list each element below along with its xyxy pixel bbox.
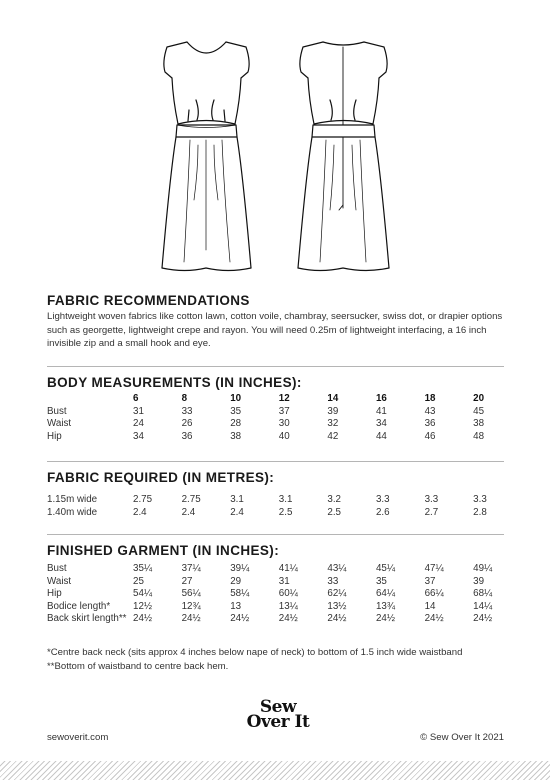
website-link[interactable]: sewoverit.com bbox=[47, 732, 109, 743]
table-cell: 3.3 bbox=[473, 494, 487, 505]
table-cell: 2.4 bbox=[133, 506, 147, 518]
table-row bbox=[47, 588, 522, 601]
logo-line-1: Sew bbox=[259, 697, 297, 717]
size-header-spacer bbox=[47, 393, 133, 406]
table-cell: 39¼ bbox=[230, 563, 250, 574]
size-label: 20 bbox=[473, 393, 485, 404]
table-cell: 60¼ bbox=[278, 588, 298, 600]
table-row bbox=[47, 494, 522, 507]
table-cell: 12¾ bbox=[181, 600, 201, 612]
table-cell: 32 bbox=[327, 418, 339, 430]
table-cell: 66¼ bbox=[424, 588, 444, 600]
table-cell: 37¼ bbox=[181, 563, 201, 574]
table-cell: 27 bbox=[181, 575, 193, 587]
table-cell: 49¼ bbox=[473, 563, 493, 574]
dress-illustrations bbox=[0, 0, 550, 290]
table-cell: 2.5 bbox=[327, 506, 341, 518]
table-cell: 24½ bbox=[278, 613, 298, 625]
size-label: 6 bbox=[133, 393, 139, 404]
footnote-bodice: *Centre back neck (sits approx 4 inches below nape of neck) to bottom of 1.5 inch wide waistband bbox=[47, 647, 463, 658]
table-cell: 2.4 bbox=[230, 506, 244, 518]
table-cell: 31 bbox=[133, 405, 144, 417]
table-cell: 24½ bbox=[133, 613, 153, 625]
table-cell: 35¼ bbox=[133, 563, 153, 574]
table-cell: 26 bbox=[181, 418, 193, 430]
table-cell: 45¼ bbox=[375, 563, 396, 574]
table-row bbox=[47, 613, 522, 626]
table-cell: 24½ bbox=[473, 613, 493, 625]
body-measurements-heading: BODY MEASUREMENTS (IN INCHES): bbox=[47, 375, 302, 390]
table-row bbox=[47, 418, 522, 431]
table-cell: 68¼ bbox=[473, 588, 493, 600]
row-label: Waist bbox=[47, 575, 72, 587]
table-row bbox=[47, 507, 522, 520]
table-cell: 3.1 bbox=[230, 494, 244, 505]
size-label: 12 bbox=[278, 393, 290, 404]
table-cell: 13¼ bbox=[278, 600, 298, 612]
table-cell: 2.75 bbox=[133, 494, 153, 505]
table-cell: 24½ bbox=[230, 613, 250, 625]
table-row bbox=[47, 576, 522, 589]
divider bbox=[47, 461, 504, 462]
table-cell: 13 bbox=[230, 600, 242, 612]
table-cell: 34 bbox=[133, 430, 144, 442]
size-label: 16 bbox=[375, 393, 387, 404]
table-cell: 47¼ bbox=[424, 563, 444, 574]
divider bbox=[47, 534, 504, 535]
table-cell: 46 bbox=[424, 430, 436, 442]
table-row bbox=[47, 563, 522, 576]
table-cell: 29 bbox=[230, 575, 242, 587]
row-label: Hip bbox=[47, 588, 62, 600]
hatched-footer-band bbox=[0, 761, 550, 780]
table-cell: 36 bbox=[181, 430, 193, 442]
table-cell: 38 bbox=[230, 430, 242, 442]
finished-garment-heading: FINISHED GARMENT (IN INCHES): bbox=[47, 543, 280, 558]
fabric-required-table bbox=[47, 494, 522, 519]
finished-garment-table bbox=[47, 563, 522, 626]
table-cell: 30 bbox=[278, 418, 290, 430]
table-cell: 2.8 bbox=[473, 506, 487, 518]
table-cell: 39 bbox=[327, 405, 339, 417]
table-cell: 38 bbox=[473, 418, 485, 430]
table-cell: 35 bbox=[375, 575, 387, 587]
table-cell: 33 bbox=[181, 405, 193, 417]
row-label: Bodice length* bbox=[47, 600, 111, 612]
table-cell: 13½ bbox=[327, 600, 347, 612]
fabric-required-heading: FABRIC REQUIRED (IN METRES): bbox=[47, 470, 275, 485]
table-cell: 31 bbox=[278, 575, 290, 587]
table-cell: 58¼ bbox=[230, 588, 250, 600]
table-cell: 45 bbox=[473, 405, 485, 417]
table-row bbox=[47, 406, 522, 419]
table-cell: 48 bbox=[473, 430, 485, 442]
table-row bbox=[47, 601, 522, 614]
table-cell: 3.1 bbox=[278, 494, 293, 505]
table-cell: 37 bbox=[278, 405, 290, 417]
table-cell: 3.3 bbox=[424, 494, 439, 505]
table-cell: 43 bbox=[424, 405, 436, 417]
table-cell: 42 bbox=[327, 430, 339, 442]
row-label: Bust bbox=[47, 563, 67, 574]
row-label: Hip bbox=[47, 430, 62, 442]
logo-line-2: Over It bbox=[246, 712, 310, 732]
row-label: Bust bbox=[47, 405, 67, 417]
table-cell: 36 bbox=[424, 418, 436, 430]
row-label: Back skirt length** bbox=[47, 613, 127, 625]
table-cell: 3.2 bbox=[327, 494, 341, 505]
table-cell: 56¼ bbox=[181, 588, 201, 600]
table-cell: 2.7 bbox=[424, 506, 439, 518]
size-label: 14 bbox=[327, 393, 339, 404]
table-cell: 14 bbox=[424, 600, 436, 612]
table-cell: 43¼ bbox=[327, 563, 347, 574]
table-cell: 13¾ bbox=[375, 600, 396, 612]
table-cell: 40 bbox=[278, 430, 290, 442]
table-cell: 35 bbox=[230, 405, 242, 417]
table-cell: 2.5 bbox=[278, 506, 293, 518]
table-cell: 28 bbox=[230, 418, 242, 430]
footnote-skirt: **Bottom of waistband to centre back hem. bbox=[47, 661, 229, 672]
table-cell: 54¼ bbox=[133, 588, 153, 600]
table-cell: 37 bbox=[424, 575, 436, 587]
table-row bbox=[47, 431, 522, 444]
table-cell: 41¼ bbox=[278, 563, 298, 574]
size-header-row bbox=[47, 393, 522, 406]
dress-front-view bbox=[162, 42, 251, 271]
copyright: © Sew Over It 2021 bbox=[420, 732, 504, 743]
size-label: 10 bbox=[230, 393, 242, 404]
table-cell: 3.3 bbox=[375, 494, 390, 505]
row-label: 1.15m wide bbox=[47, 494, 98, 505]
table-cell: 2.4 bbox=[181, 506, 196, 518]
fabric-recommendations-heading: FABRIC RECOMMENDATIONS bbox=[47, 293, 250, 308]
row-label: Waist bbox=[47, 418, 72, 430]
table-cell: 12½ bbox=[133, 600, 153, 612]
table-cell: 33 bbox=[327, 575, 339, 587]
body-measurements-table bbox=[47, 393, 522, 443]
table-cell: 64¼ bbox=[375, 588, 396, 600]
table-cell: 24½ bbox=[424, 613, 444, 625]
table-cell: 62¼ bbox=[327, 588, 347, 600]
table-cell: 14¼ bbox=[473, 600, 493, 612]
divider bbox=[47, 366, 504, 367]
table-cell: 24 bbox=[133, 418, 144, 430]
size-label: 18 bbox=[424, 393, 436, 404]
table-cell: 2.6 bbox=[375, 506, 390, 518]
fabric-recommendations-text: Lightweight woven fabrics like cotton lawn, cotton voile, chambray, seersucker, swiss dot, or drapier options such as georgette, lightweight crepe and rayon. You will need 0.25m of lightweight interfacing, a 16 inch invisible zip and a small hook and eye. bbox=[47, 311, 503, 350]
row-label: 1.40m wide bbox=[47, 506, 98, 518]
table-cell: 24½ bbox=[375, 613, 396, 625]
table-cell: 34 bbox=[375, 418, 387, 430]
table-cell: 39 bbox=[473, 575, 485, 587]
sew-over-it-logo bbox=[233, 697, 323, 732]
table-cell: 24½ bbox=[181, 613, 201, 625]
dress-back-view bbox=[298, 42, 389, 271]
table-cell: 24½ bbox=[327, 613, 347, 625]
table-cell: 2.75 bbox=[181, 494, 201, 505]
size-label: 8 bbox=[181, 393, 188, 404]
table-cell: 44 bbox=[375, 430, 387, 442]
table-cell: 25 bbox=[133, 575, 144, 587]
table-cell: 41 bbox=[375, 405, 387, 417]
